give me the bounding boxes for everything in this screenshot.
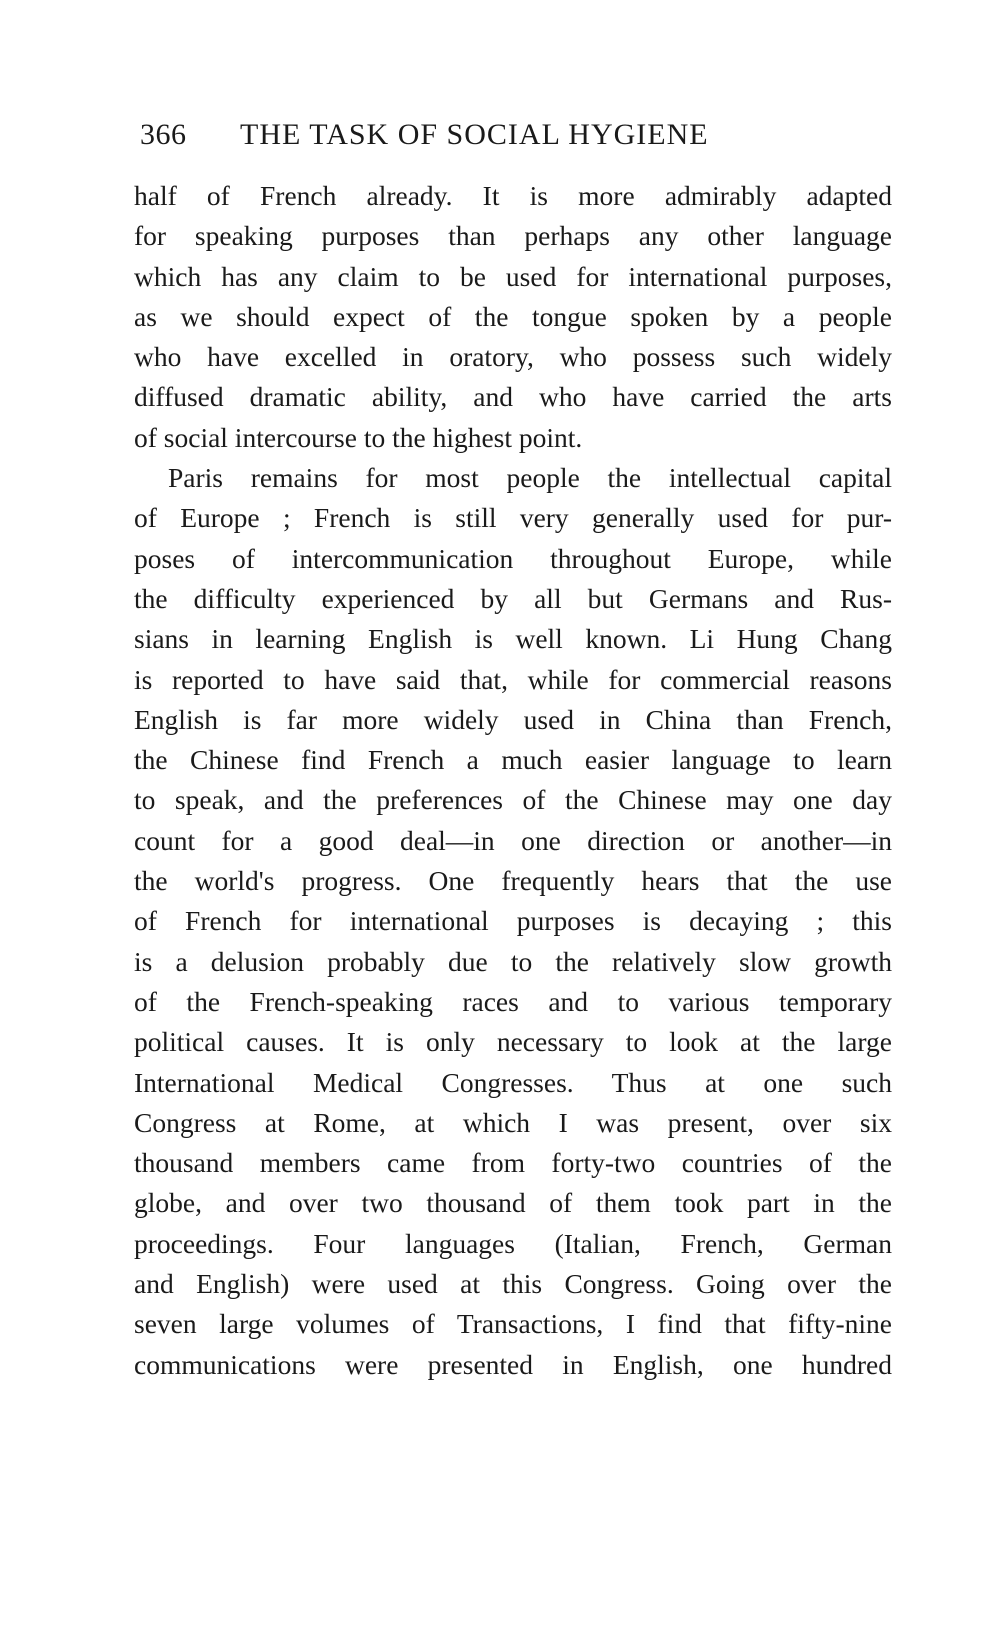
- text-line: which has any claim to be used for international purposes,: [134, 260, 892, 292]
- text-line: and English) were used at this Congress. Going over the: [134, 1268, 892, 1300]
- page-number: 366: [140, 118, 187, 151]
- text-line: proceedings. Four languages (Italian, French, German: [134, 1227, 892, 1259]
- text-line: seven large volumes of Transactions, I find that fifty-nine: [134, 1308, 892, 1340]
- running-head: [140, 118, 900, 164]
- paragraph-2: [134, 458, 892, 1385]
- text-line: sians in learning English is well known. Li Hung Chang: [134, 623, 892, 655]
- text-line: the difficulty experienced by all but Germans and Rus-: [134, 582, 892, 614]
- text-line: of the French-speaking races and to various temporary: [134, 985, 892, 1017]
- running-title: THE TASK OF SOCIAL HYGIENE: [240, 118, 709, 151]
- text-line: half of French already. It is more admirably adapted: [134, 180, 892, 211]
- text-line: poses of intercommunication throughout Europe, while: [134, 542, 892, 574]
- text-line: English is far more widely used in China than French,: [134, 703, 892, 735]
- text-line: Congress at Rome, at which I was present, over six: [134, 1106, 892, 1138]
- text-line: count for a good deal—in one direction or another—in: [134, 824, 892, 856]
- text-line: as we should expect of the tongue spoken by a people: [134, 300, 892, 332]
- text-line: of social intercourse to the highest point.: [134, 421, 583, 453]
- text-line: who have excelled in oratory, who possess such widely: [134, 341, 892, 373]
- text-line: the world's progress. One frequently hears that the use: [134, 865, 892, 897]
- text-line: of French for international purposes is decaying ; this: [134, 905, 892, 937]
- text-line: political causes. It is only necessary to look at the large: [134, 1026, 892, 1058]
- text-line: of Europe ; French is still very generally used for pur-: [134, 502, 892, 534]
- text-line: is reported to have said that, while for commercial reasons: [134, 663, 892, 695]
- text-line: for speaking purposes than perhaps any other language: [134, 220, 892, 252]
- text-line: International Medical Congresses. Thus at one such: [134, 1066, 892, 1098]
- body-text: [134, 176, 892, 1385]
- text-line: is a delusion probably due to the relatively slow growth: [134, 945, 892, 977]
- text-line: to speak, and the preferences of the Chinese may one day: [134, 784, 892, 816]
- text-line: the Chinese find French a much easier language to learn: [134, 744, 892, 776]
- text-line: Paris remains for most people the intellectual capital: [168, 462, 892, 494]
- text-line: diffused dramatic ability, and who have carried the arts: [134, 381, 892, 413]
- paragraph-1: [134, 176, 892, 458]
- text-line: thousand members came from forty-two countries of the: [134, 1147, 892, 1179]
- text-line: communications were presented in English, one hundred: [134, 1348, 892, 1380]
- text-line: globe, and over two thousand of them took part in the: [134, 1187, 892, 1219]
